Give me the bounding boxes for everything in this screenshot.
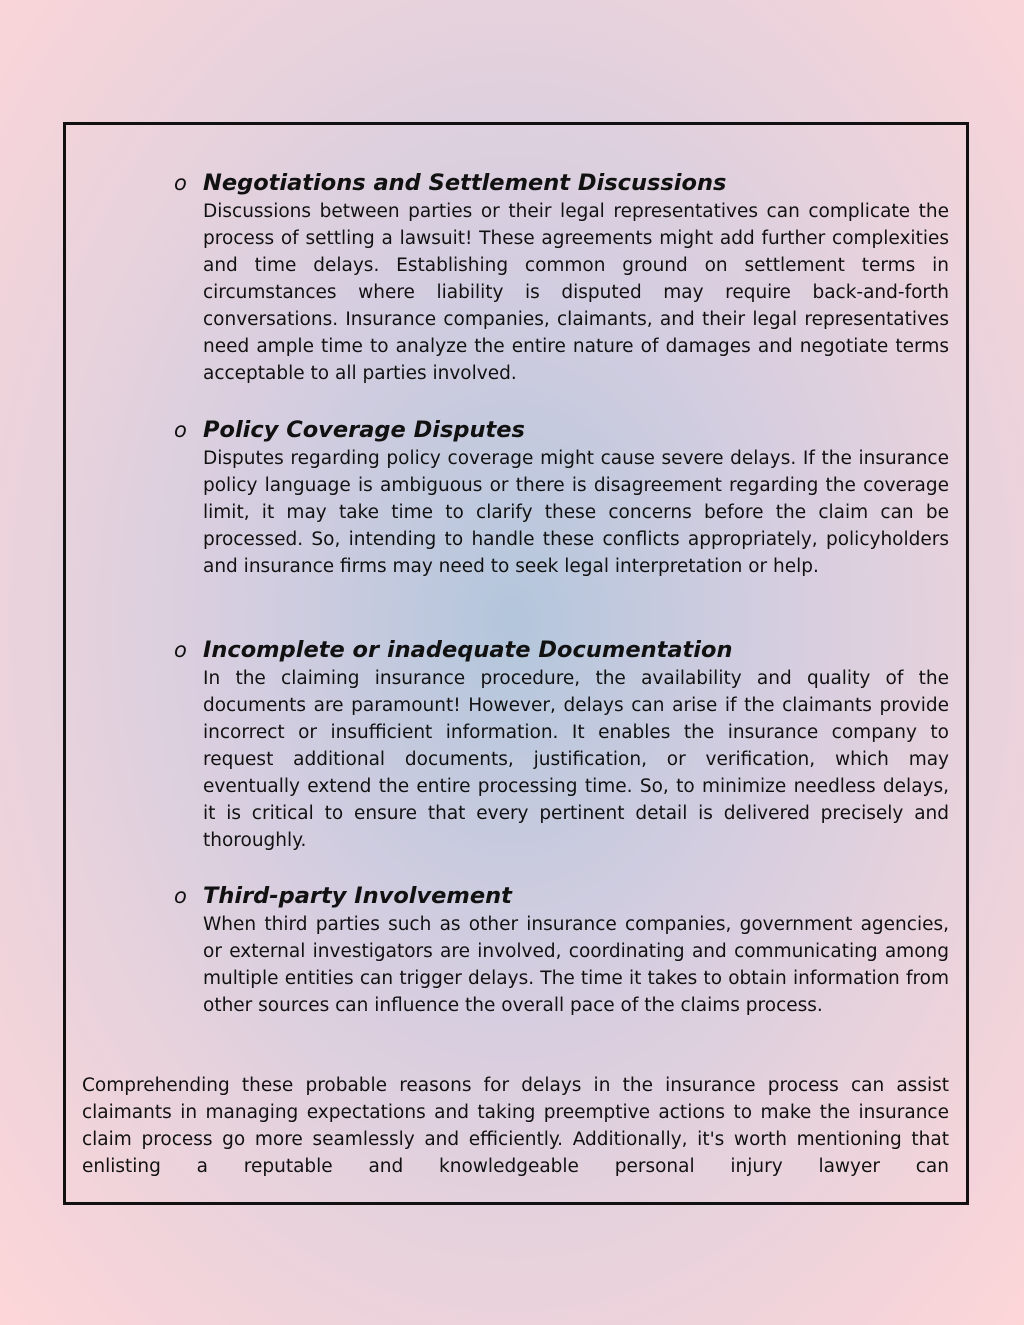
section-title: Policy Coverage Disputes	[203, 417, 525, 443]
section-documentation	[174, 635, 951, 854]
section-heading	[174, 415, 951, 445]
bullet-icon: o	[174, 884, 187, 908]
section-heading	[174, 635, 951, 665]
section-paragraph: Disputes regarding policy coverage might cause severe delays. If the insurance policy language is ambiguous or there is disagreement regarding the coverage limit, it may take time to clarify these concerns before the claim can be processed. So, intending to handle these conflicts appropriately, policyholders and insurance firms may need to seek legal interpretation or help.	[203, 448, 949, 577]
section-title: Incomplete or inadequate Documentation	[203, 637, 733, 663]
section-heading	[174, 881, 951, 911]
section-third-party	[174, 881, 951, 1019]
section-paragraph: Discussions between parties or their legal representatives can complicate the process of settling a lawsuit! These agreements might add further complexities and time delays. Establishing common ground on settlement terms in circumstances where liability is disputed may require back-and-forth conversations. Insurance companies, claimants, and their legal representatives need ample time to analyze the entire nature of damages and negotiate terms acceptable to all parties involved.	[203, 201, 949, 384]
section-heading	[174, 168, 951, 198]
section-policy-coverage	[174, 415, 951, 580]
section-paragraph: When third parties such as other insurance companies, government agencies, or external investigators are involved, coordinating and communicating among multiple entities can trigger delays. The time it takes to obtain information from other sources can influence the overall pace of the claims process.	[203, 914, 949, 1016]
content-frame	[63, 122, 969, 1205]
section-negotiations	[174, 168, 951, 387]
section-title: Negotiations and Settlement Discussions	[203, 170, 727, 196]
bullet-icon: o	[174, 171, 187, 195]
bullet-icon: o	[174, 638, 187, 662]
bullet-icon: o	[174, 418, 187, 442]
section-title: Third-party Involvement	[203, 883, 512, 909]
closing-paragraph: Comprehending these probable reasons for delays in the insurance process can assist claimants in managing expectations and taking preemptive actions to make the insurance claim process go more seamlessly and efficiently. Additionally, it's worth mentioning that enlisting a reputable and knowledgeable personal injury lawyer can	[82, 1075, 949, 1177]
section-paragraph: In the claiming insurance procedure, the availability and quality of the documents are paramount! However, delays can arise if the claimants provide incorrect or insufficient information. It enables the insurance company to request additional documents, justification, or verification, which may eventually extend the entire processing time. So, to minimize needless delays, it is critical to ensure that every pertinent detail is delivered precisely and thoroughly.	[203, 668, 949, 851]
